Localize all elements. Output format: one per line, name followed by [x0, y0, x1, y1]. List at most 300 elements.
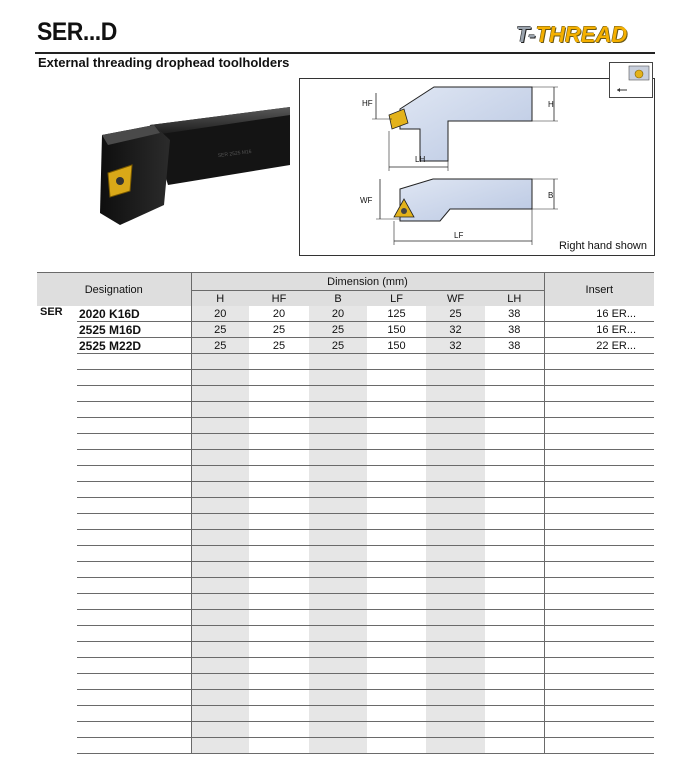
- empty-cell: [367, 706, 426, 722]
- right-hand-note: Right hand shown: [558, 240, 647, 252]
- label-h: H: [548, 100, 554, 109]
- empty-cell: [77, 354, 191, 370]
- empty-cell: [77, 514, 191, 530]
- empty-cell: [249, 354, 309, 370]
- empty-cell: [309, 642, 367, 658]
- cell-h: 25: [191, 338, 249, 354]
- empty-cell: [77, 530, 191, 546]
- empty-cell: [544, 674, 654, 690]
- empty-cell: [309, 418, 367, 434]
- empty-cell: [249, 610, 309, 626]
- empty-cell: [37, 642, 77, 658]
- empty-cell: [426, 482, 485, 498]
- empty-cell: [309, 482, 367, 498]
- empty-cell: [37, 738, 77, 754]
- empty-cell: [485, 594, 544, 610]
- empty-cell: [426, 658, 485, 674]
- empty-cell: [309, 354, 367, 370]
- empty-cell: [544, 482, 654, 498]
- brand-suffix: THREAD: [535, 22, 628, 47]
- empty-row: [37, 402, 654, 418]
- empty-cell: [191, 706, 249, 722]
- empty-row: [37, 594, 654, 610]
- cell-hf: 20: [249, 306, 309, 322]
- empty-cell: [426, 498, 485, 514]
- empty-cell: [426, 594, 485, 610]
- empty-cell: [309, 562, 367, 578]
- cell-wf: 32: [426, 338, 485, 354]
- empty-cell: [367, 370, 426, 386]
- empty-cell: [309, 466, 367, 482]
- empty-cell: [544, 626, 654, 642]
- empty-cell: [37, 546, 77, 562]
- empty-cell: [77, 450, 191, 466]
- designation-header: Designation: [37, 273, 191, 307]
- brand-prefix: T-: [516, 22, 536, 47]
- empty-row: [37, 450, 654, 466]
- empty-cell: [367, 546, 426, 562]
- empty-cell: [249, 578, 309, 594]
- empty-row: [37, 690, 654, 706]
- empty-cell: [485, 530, 544, 546]
- empty-cell: [191, 530, 249, 546]
- table-row: [37, 338, 654, 354]
- svg-text:SER 2525 M16: SER 2525 M16: [217, 148, 252, 159]
- empty-cell: [485, 434, 544, 450]
- cell-hf: 25: [249, 338, 309, 354]
- empty-cell: [426, 386, 485, 402]
- empty-cell: [191, 738, 249, 754]
- empty-cell: [249, 482, 309, 498]
- cell-lh: 38: [485, 338, 544, 354]
- empty-cell: [485, 514, 544, 530]
- empty-cell: [77, 610, 191, 626]
- empty-row: [37, 514, 654, 530]
- label-b: B: [548, 191, 554, 200]
- empty-cell: [426, 546, 485, 562]
- empty-cell: [367, 386, 426, 402]
- empty-cell: [544, 434, 654, 450]
- empty-cell: [544, 370, 654, 386]
- empty-cell: [309, 626, 367, 642]
- empty-cell: [367, 626, 426, 642]
- empty-cell: [544, 578, 654, 594]
- empty-cell: [309, 738, 367, 754]
- empty-cell: [426, 738, 485, 754]
- designation-cell: 2525 M22D: [77, 338, 191, 354]
- empty-cell: [191, 562, 249, 578]
- empty-cell: [544, 738, 654, 754]
- empty-cell: [309, 434, 367, 450]
- empty-cell: [37, 498, 77, 514]
- thread-profile-icon: [609, 62, 653, 98]
- empty-cell: [37, 466, 77, 482]
- empty-cell: [37, 418, 77, 434]
- empty-cell: [485, 546, 544, 562]
- empty-cell: [367, 402, 426, 418]
- empty-cell: [37, 450, 77, 466]
- empty-cell: [191, 690, 249, 706]
- label-lh: LH: [415, 155, 426, 164]
- empty-cell: [191, 466, 249, 482]
- label-hf: HF: [362, 99, 373, 108]
- empty-cell: [191, 434, 249, 450]
- empty-cell: [191, 402, 249, 418]
- empty-cell: [77, 498, 191, 514]
- empty-cell: [367, 354, 426, 370]
- empty-cell: [485, 482, 544, 498]
- empty-cell: [544, 418, 654, 434]
- empty-cell: [249, 546, 309, 562]
- empty-cell: [77, 706, 191, 722]
- empty-cell: [544, 450, 654, 466]
- empty-cell: [544, 562, 654, 578]
- empty-cell: [77, 674, 191, 690]
- empty-cell: [544, 498, 654, 514]
- empty-cell: [191, 482, 249, 498]
- empty-cell: [37, 370, 77, 386]
- empty-cell: [485, 466, 544, 482]
- empty-cell: [544, 546, 654, 562]
- empty-cell: [249, 722, 309, 738]
- cell-lh: 38: [485, 306, 544, 322]
- empty-cell: [77, 626, 191, 642]
- empty-row: [37, 530, 654, 546]
- empty-cell: [249, 402, 309, 418]
- empty-row: [37, 610, 654, 626]
- page-subtitle: External threading drophead toolholders: [38, 55, 290, 70]
- empty-cell: [485, 738, 544, 754]
- empty-row: [37, 722, 654, 738]
- empty-cell: [367, 498, 426, 514]
- cell-b: 25: [309, 322, 367, 338]
- empty-cell: [426, 610, 485, 626]
- empty-row: [37, 418, 654, 434]
- empty-row: [37, 706, 654, 722]
- empty-cell: [77, 466, 191, 482]
- cell-b: 20: [309, 306, 367, 322]
- empty-cell: [309, 450, 367, 466]
- empty-cell: [367, 514, 426, 530]
- empty-row: [37, 546, 654, 562]
- table-row: [37, 306, 654, 322]
- brand-logo: [516, 22, 627, 48]
- empty-cell: [77, 386, 191, 402]
- empty-cell: [77, 738, 191, 754]
- empty-cell: [37, 354, 77, 370]
- empty-cell: [367, 530, 426, 546]
- empty-cell: [485, 386, 544, 402]
- empty-cell: [249, 738, 309, 754]
- empty-row: [37, 738, 654, 754]
- empty-cell: [544, 594, 654, 610]
- empty-cell: [249, 562, 309, 578]
- empty-row: [37, 674, 654, 690]
- empty-cell: [191, 642, 249, 658]
- empty-cell: [426, 434, 485, 450]
- empty-cell: [77, 578, 191, 594]
- empty-cell: [77, 482, 191, 498]
- empty-cell: [249, 418, 309, 434]
- label-wf: WF: [360, 196, 373, 205]
- label-lf: LF: [454, 231, 464, 240]
- empty-cell: [544, 722, 654, 738]
- empty-cell: [367, 562, 426, 578]
- empty-cell: [191, 594, 249, 610]
- empty-cell: [485, 674, 544, 690]
- empty-cell: [77, 434, 191, 450]
- empty-cell: [367, 722, 426, 738]
- empty-cell: [191, 514, 249, 530]
- empty-cell: [367, 690, 426, 706]
- empty-row: [37, 354, 654, 370]
- empty-cell: [485, 610, 544, 626]
- empty-cell: [367, 738, 426, 754]
- empty-cell: [37, 482, 77, 498]
- empty-cell: [485, 450, 544, 466]
- empty-cell: [367, 434, 426, 450]
- empty-cell: [367, 674, 426, 690]
- empty-cell: [485, 642, 544, 658]
- empty-cell: [544, 690, 654, 706]
- empty-cell: [249, 594, 309, 610]
- empty-cell: [77, 642, 191, 658]
- cell-h: 25: [191, 322, 249, 338]
- empty-cell: [426, 418, 485, 434]
- empty-cell: [37, 658, 77, 674]
- empty-row: [37, 642, 654, 658]
- empty-cell: [249, 386, 309, 402]
- empty-cell: [485, 370, 544, 386]
- empty-cell: [367, 418, 426, 434]
- cell-hf: 25: [249, 322, 309, 338]
- empty-row: [37, 386, 654, 402]
- empty-cell: [37, 594, 77, 610]
- empty-cell: [249, 498, 309, 514]
- empty-cell: [544, 386, 654, 402]
- empty-row: [37, 482, 654, 498]
- empty-cell: [191, 370, 249, 386]
- empty-cell: [191, 722, 249, 738]
- empty-cell: [191, 498, 249, 514]
- header-divider: [35, 52, 655, 54]
- empty-cell: [191, 450, 249, 466]
- empty-cell: [426, 674, 485, 690]
- empty-cell: [367, 450, 426, 466]
- cell-insert: 16 ER...: [544, 322, 654, 338]
- empty-cell: [367, 642, 426, 658]
- empty-row: [37, 370, 654, 386]
- cell-wf: 32: [426, 322, 485, 338]
- empty-cell: [77, 594, 191, 610]
- empty-cell: [309, 706, 367, 722]
- empty-cell: [309, 578, 367, 594]
- empty-cell: [309, 658, 367, 674]
- empty-cell: [37, 386, 77, 402]
- empty-cell: [77, 722, 191, 738]
- dimension-header: Dimension (mm): [191, 273, 544, 291]
- table-body: [37, 306, 654, 754]
- empty-cell: [37, 514, 77, 530]
- empty-cell: [485, 578, 544, 594]
- empty-cell: [309, 514, 367, 530]
- empty-cell: [485, 626, 544, 642]
- empty-cell: [426, 402, 485, 418]
- empty-cell: [367, 594, 426, 610]
- col-header-lh: LH: [485, 291, 544, 307]
- empty-cell: [249, 466, 309, 482]
- empty-cell: [191, 418, 249, 434]
- empty-cell: [426, 578, 485, 594]
- empty-cell: [191, 386, 249, 402]
- empty-cell: [249, 514, 309, 530]
- empty-cell: [77, 690, 191, 706]
- insert-header: Insert: [544, 273, 654, 307]
- page-title: SER...D: [37, 18, 117, 46]
- cell-b: 25: [309, 338, 367, 354]
- series-cell: SER: [40, 306, 63, 318]
- empty-cell: [309, 690, 367, 706]
- empty-cell: [37, 706, 77, 722]
- empty-cell: [249, 690, 309, 706]
- designation-cell: 2020 K16D: [77, 306, 191, 322]
- col-header-wf: WF: [426, 291, 485, 307]
- empty-cell: [309, 402, 367, 418]
- empty-cell: [191, 354, 249, 370]
- empty-cell: [544, 642, 654, 658]
- empty-cell: [485, 498, 544, 514]
- empty-cell: [544, 402, 654, 418]
- empty-cell: [37, 402, 77, 418]
- empty-cell: [309, 546, 367, 562]
- empty-row: [37, 658, 654, 674]
- cell-insert: 16 ER...: [544, 306, 654, 322]
- empty-cell: [37, 530, 77, 546]
- empty-cell: [249, 642, 309, 658]
- empty-cell: [191, 546, 249, 562]
- cell-insert: 22 ER...: [544, 338, 654, 354]
- empty-cell: [426, 370, 485, 386]
- empty-cell: [485, 706, 544, 722]
- empty-cell: [37, 674, 77, 690]
- empty-cell: [426, 466, 485, 482]
- empty-cell: [77, 418, 191, 434]
- empty-cell: [77, 402, 191, 418]
- empty-row: [37, 466, 654, 482]
- col-header-hf: HF: [249, 291, 309, 307]
- empty-cell: [485, 562, 544, 578]
- empty-cell: [485, 722, 544, 738]
- empty-cell: [426, 354, 485, 370]
- empty-cell: [37, 562, 77, 578]
- empty-cell: [77, 370, 191, 386]
- cell-wf: 25: [426, 306, 485, 322]
- empty-cell: [37, 610, 77, 626]
- empty-cell: [426, 690, 485, 706]
- empty-cell: [249, 450, 309, 466]
- empty-cell: [309, 610, 367, 626]
- col-header-h: H: [191, 291, 249, 307]
- empty-cell: [426, 642, 485, 658]
- empty-cell: [249, 626, 309, 642]
- empty-cell: [426, 450, 485, 466]
- empty-cell: [249, 530, 309, 546]
- empty-cell: [191, 658, 249, 674]
- empty-cell: [77, 658, 191, 674]
- designation-cell: 2525 M16D: [77, 322, 191, 338]
- col-header-b: B: [309, 291, 367, 307]
- empty-row: [37, 498, 654, 514]
- empty-cell: [544, 658, 654, 674]
- empty-cell: [309, 530, 367, 546]
- dimension-diagram: [299, 78, 655, 256]
- empty-cell: [37, 722, 77, 738]
- empty-cell: [367, 466, 426, 482]
- empty-cell: [77, 546, 191, 562]
- empty-cell: [309, 674, 367, 690]
- empty-cell: [426, 530, 485, 546]
- col-header-lf: LF: [367, 291, 426, 307]
- empty-cell: [37, 626, 77, 642]
- empty-row: [37, 626, 654, 642]
- empty-cell: [485, 690, 544, 706]
- empty-cell: [309, 386, 367, 402]
- empty-cell: [191, 610, 249, 626]
- diagram-drawing: [300, 79, 654, 255]
- specification-table: [37, 272, 654, 754]
- empty-cell: [544, 354, 654, 370]
- empty-cell: [544, 610, 654, 626]
- empty-cell: [544, 530, 654, 546]
- empty-cell: [544, 466, 654, 482]
- empty-cell: [426, 514, 485, 530]
- empty-cell: [191, 578, 249, 594]
- toolholder-photo: [90, 95, 290, 235]
- empty-cell: [426, 722, 485, 738]
- empty-cell: [249, 706, 309, 722]
- empty-cell: [309, 722, 367, 738]
- empty-cell: [485, 418, 544, 434]
- cell-lh: 38: [485, 322, 544, 338]
- empty-cell: [309, 498, 367, 514]
- empty-cell: [37, 434, 77, 450]
- empty-cell: [367, 482, 426, 498]
- cell-lf: 150: [367, 338, 426, 354]
- empty-row: [37, 562, 654, 578]
- empty-cell: [426, 562, 485, 578]
- empty-cell: [485, 354, 544, 370]
- empty-cell: [191, 626, 249, 642]
- empty-cell: [249, 658, 309, 674]
- empty-cell: [249, 674, 309, 690]
- empty-cell: [367, 610, 426, 626]
- empty-cell: [426, 626, 485, 642]
- empty-cell: [485, 658, 544, 674]
- empty-cell: [309, 370, 367, 386]
- empty-cell: [544, 514, 654, 530]
- empty-cell: [37, 578, 77, 594]
- cell-h: 20: [191, 306, 249, 322]
- empty-row: [37, 434, 654, 450]
- empty-cell: [191, 674, 249, 690]
- empty-cell: [426, 706, 485, 722]
- empty-cell: [77, 562, 191, 578]
- empty-cell: [37, 690, 77, 706]
- empty-cell: [367, 658, 426, 674]
- empty-cell: [544, 706, 654, 722]
- empty-cell: [485, 402, 544, 418]
- empty-cell: [367, 578, 426, 594]
